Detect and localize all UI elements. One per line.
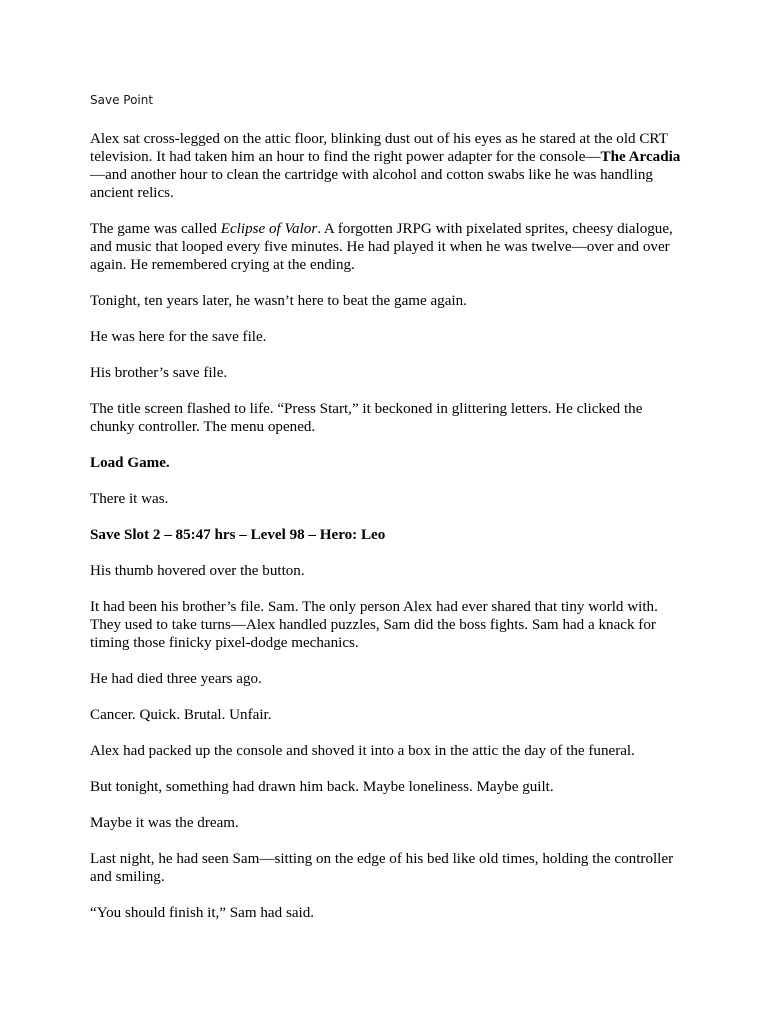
paragraph-1 xyxy=(90,130,682,202)
document-body xyxy=(90,130,682,940)
paragraph-14: Alex had packed up the console and shoved it into a box in the attic the day of the funeral. xyxy=(90,743,635,759)
paragraph-1-text-a: Alex sat cross-legged on the attic floor, blinking dust out of his eyes as he stared at the old CRT television. It had taken him an hour to find the right power adapter for the console— xyxy=(90,131,668,165)
paragraph-10: His thumb hovered over the button. xyxy=(90,563,305,579)
paragraph-2-text-c: . A forgotten JRPG with pixelated sprites, cheesy dialogue, and music that looped every five minutes. He had played it when he was twelve—over and over again. He remembered crying at the ending. xyxy=(90,221,673,273)
paragraph-15: But tonight, something had drawn him back. Maybe loneliness. Maybe guilt. xyxy=(90,779,554,795)
paragraph-11: It had been his brother’s file. Sam. The only person Alex had ever shared that tiny world with. They used to take turns—Alex handled puzzles, Sam did the boss fights. Sam had a knack for timing those finicky pixel-dodge mechanics. xyxy=(90,599,658,651)
paragraph-2-text-a: The game was called xyxy=(90,221,221,237)
paragraph-18: “You should finish it,” Sam had said. xyxy=(90,905,315,921)
paragraph-13: Cancer. Quick. Brutal. Unfair. xyxy=(90,707,272,723)
paragraph-9-save-slot: Save Slot 2 – 85:47 hrs – Level 98 – Hero: Leo xyxy=(90,527,386,543)
document-title: Save Point xyxy=(90,93,154,107)
paragraph-4: He was here for the save file. xyxy=(90,329,267,345)
paragraph-2 xyxy=(90,220,682,274)
paragraph-6: The title screen flashed to life. “Press Start,” it beckoned in glittering letters. He clicked the chunky controller. The menu opened. xyxy=(90,401,643,435)
paragraph-1-text-c: —and another hour to clean the cartridge with alcohol and cotton swabs like he was handling ancient relics. xyxy=(90,167,653,201)
paragraph-16: Maybe it was the dream. xyxy=(90,815,239,831)
paragraph-17: Last night, he had seen Sam—sitting on the edge of his bed like old times, holding the controller and smiling. xyxy=(90,851,674,885)
paragraph-8: There it was. xyxy=(90,491,169,507)
paragraph-7-load-game: Load Game. xyxy=(90,455,170,471)
paragraph-3: Tonight, ten years later, he wasn’t here to beat the game again. xyxy=(90,293,467,309)
paragraph-2-game-title: Eclipse of Valor xyxy=(220,221,318,237)
paragraph-1-console-name: The Arcadia xyxy=(600,149,681,165)
paragraph-12: He had died three years ago. xyxy=(90,671,262,687)
paragraph-5: His brother’s save file. xyxy=(90,365,228,381)
